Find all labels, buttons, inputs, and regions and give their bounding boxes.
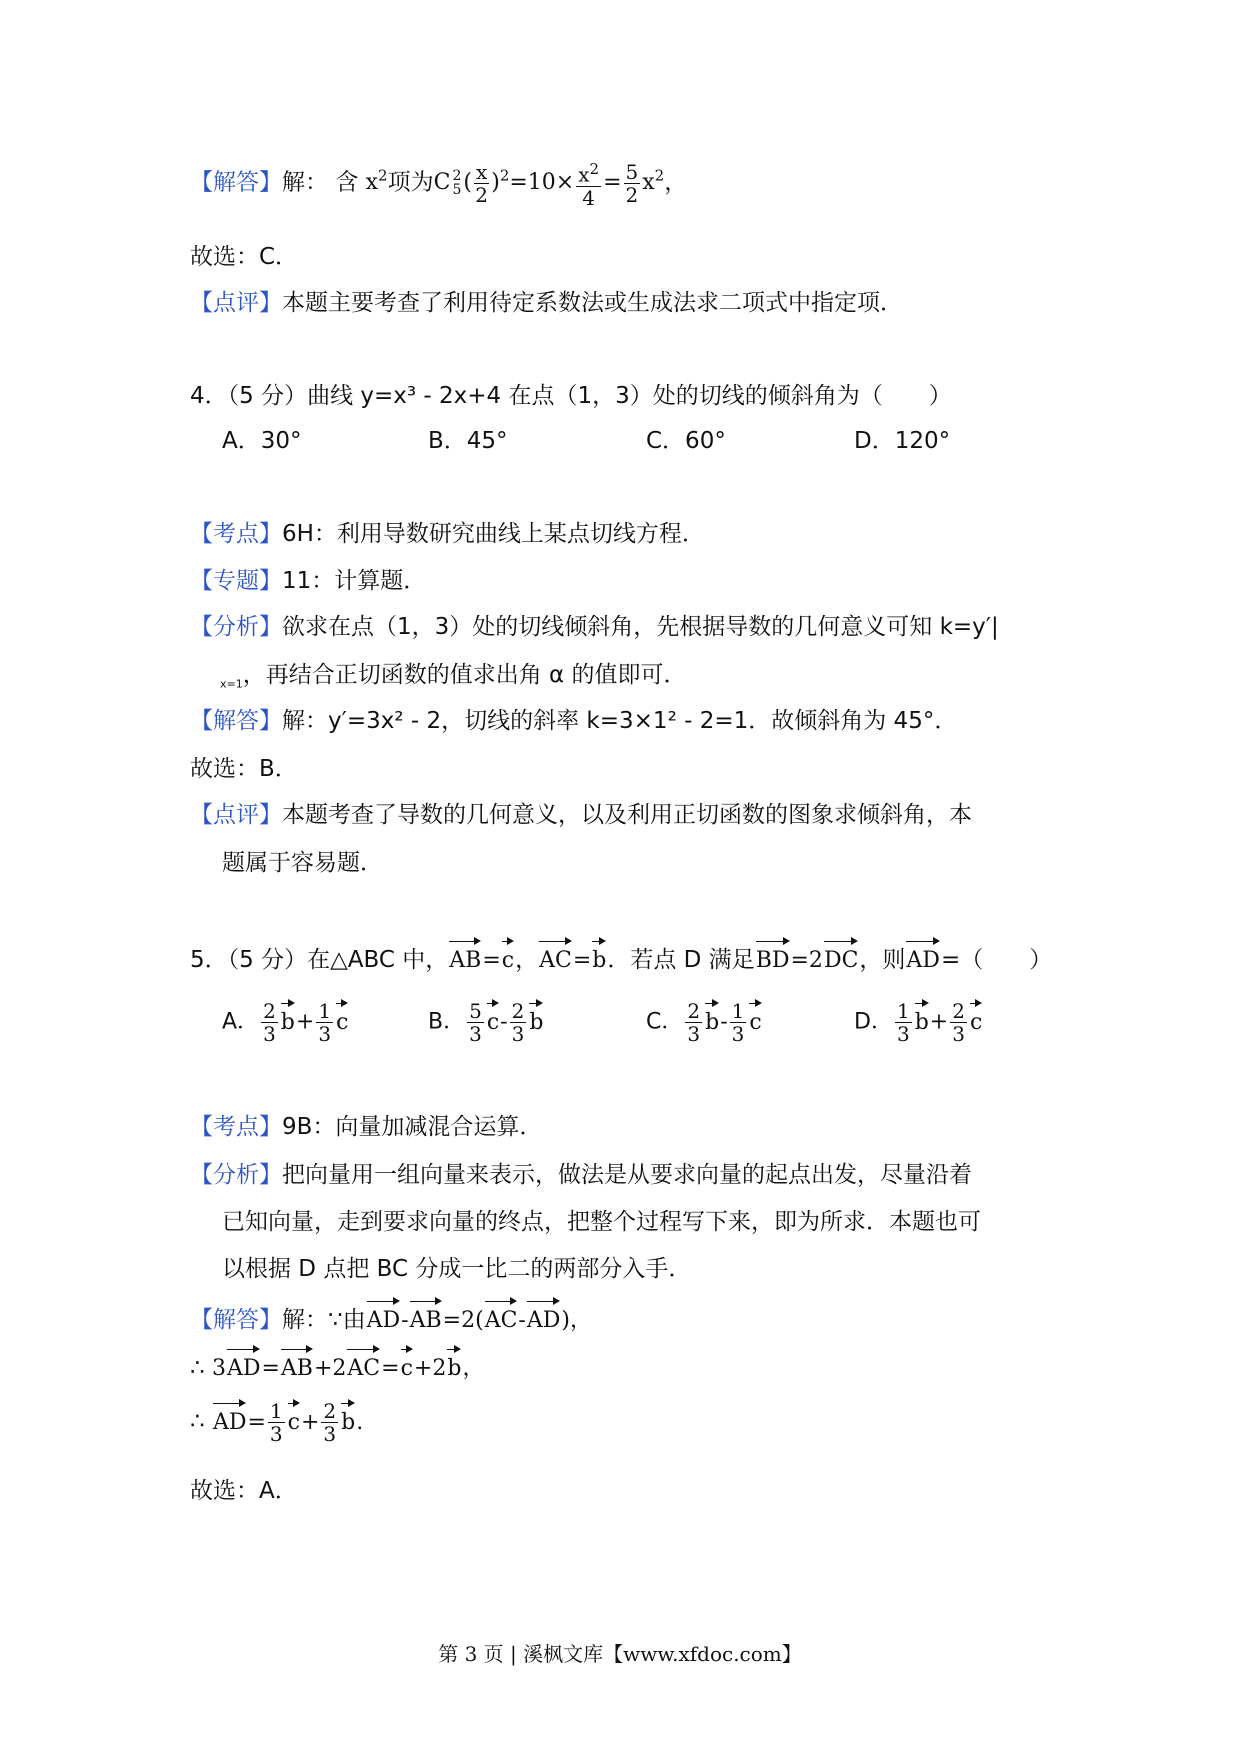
var-x: x xyxy=(642,170,655,196)
q4-fenxi-cont xyxy=(220,660,687,700)
fenxi-text-2: ，再结合正切函数的值求出角 α 的值即可． xyxy=(242,662,687,688)
q3-review xyxy=(190,288,903,318)
q5-step2-eq xyxy=(212,1356,485,1381)
q4-fenxi xyxy=(190,612,999,642)
op: + xyxy=(300,1409,320,1435)
frac-5-2 xyxy=(624,161,641,206)
vector-ac: AC xyxy=(347,1348,380,1384)
close: )， xyxy=(561,1308,592,1333)
frac xyxy=(316,1000,333,1045)
q5-step-3 xyxy=(190,1400,363,1445)
exp: 2 xyxy=(589,160,600,178)
q5-step-2 xyxy=(190,1348,484,1384)
num: 1 xyxy=(269,1399,283,1423)
eq: = xyxy=(247,1409,266,1435)
vector-b: b xyxy=(592,940,606,976)
eq2: =2 xyxy=(790,948,823,973)
stem-text: 5．（5 分）在△ABC 中， xyxy=(190,947,449,973)
q5-stem xyxy=(190,940,1052,976)
q5-fenxi xyxy=(190,1160,972,1190)
tag-dianping: 【点评】 xyxy=(190,290,282,316)
page-footer: 第 3 页 | 溪枫文库【www.xfdoc.com】 xyxy=(438,1642,802,1666)
den: 3 xyxy=(323,1422,337,1446)
c-top: 2 xyxy=(452,168,462,185)
den: 3 xyxy=(687,1022,701,1046)
solution-prefix: 解：∵由 xyxy=(282,1307,366,1333)
frac xyxy=(510,1000,527,1045)
sep: ， xyxy=(515,947,539,973)
den: 3 xyxy=(952,1022,965,1046)
eq: = xyxy=(261,1356,280,1381)
q5-vectors-3 xyxy=(755,948,860,973)
q4-review-cont: 题属于容易题． xyxy=(222,850,383,876)
solution-prefix: 解： xyxy=(282,169,328,196)
period: . xyxy=(356,1409,364,1435)
option-label: D． xyxy=(854,1009,893,1035)
frac xyxy=(950,1000,967,1045)
den: 3 xyxy=(269,1422,283,1446)
q4-option-b: B．45° xyxy=(428,428,508,454)
comma: ， xyxy=(664,169,688,196)
frac xyxy=(268,1400,285,1445)
q4-review xyxy=(190,800,972,830)
q5-option-a xyxy=(222,1000,349,1045)
tag-kaodian: 【考点】 xyxy=(190,1114,282,1140)
den: 3 xyxy=(896,1022,910,1046)
q4-option-a: A．30° xyxy=(222,428,302,454)
stem-text-d: =（ ） xyxy=(940,947,1053,973)
combination-indices xyxy=(452,169,461,197)
q3-formula xyxy=(365,167,388,196)
q5-option-b xyxy=(428,1000,544,1045)
vector-c: c xyxy=(970,1002,982,1038)
solution-text-b: 项为 xyxy=(387,169,434,196)
option-label: C． xyxy=(646,1009,684,1035)
vector-ad: AD xyxy=(213,1402,247,1438)
q5-option-d xyxy=(854,1000,983,1045)
q5-answer: 故选：A． xyxy=(190,1478,298,1504)
q5-step3-eq xyxy=(212,1399,364,1446)
vector-c: c xyxy=(749,1002,761,1038)
frac xyxy=(261,1000,278,1045)
coef: 3 xyxy=(211,1356,226,1381)
eq: = xyxy=(482,948,501,973)
exp: 2 xyxy=(499,167,510,185)
kaodian-text: 9B：向量加减混合运算． xyxy=(282,1114,543,1140)
op: + xyxy=(929,1009,949,1035)
num: 2 xyxy=(687,999,701,1023)
vector-ad: AD xyxy=(527,1300,561,1336)
comma: ， xyxy=(462,1356,485,1381)
eq: = xyxy=(381,1356,400,1381)
q5-vectors xyxy=(448,948,515,973)
q3-answer: 故选：C． xyxy=(190,244,299,270)
q3-solution-line xyxy=(190,158,687,209)
vector-ab: AB xyxy=(449,940,481,976)
kaodian-text: 6H：利用导数研究曲线上某点切线方程． xyxy=(282,521,705,547)
num: 2 xyxy=(511,999,525,1023)
solution-text: 含 xyxy=(335,169,359,196)
den: 3 xyxy=(263,1022,276,1046)
den: 2 xyxy=(625,182,639,207)
op: + xyxy=(295,1009,315,1035)
q4-solution xyxy=(190,706,957,736)
vector-b: b xyxy=(447,1348,461,1384)
stem-text-c: ，则 xyxy=(859,947,906,973)
exp: 2 xyxy=(654,167,665,185)
therefore-symbol: ∴ xyxy=(190,1355,205,1381)
tag-jieda: 【解答】 xyxy=(190,169,282,196)
vector-c: c xyxy=(401,1348,413,1384)
op: ‑ xyxy=(500,1009,508,1035)
frac xyxy=(895,1000,912,1045)
vector-bd: BD xyxy=(756,940,790,976)
q4-option-d: D．120° xyxy=(854,428,951,454)
num: x xyxy=(475,159,488,184)
frac xyxy=(321,1400,338,1445)
vector-ad: AD xyxy=(906,940,940,976)
vector-ac: AC xyxy=(485,1300,518,1336)
frac-x2-4 xyxy=(576,158,601,209)
combination: C 2 5 ( $\frac{x}{2}$ )$^2$=10× $\frac{x^2}{4}$ = $\frac{5}{2}$ $x^2$ xyxy=(433,159,665,210)
op: ‑ xyxy=(518,1308,526,1333)
q5-sol-eq xyxy=(366,1308,592,1333)
op: ‑ xyxy=(720,1009,728,1035)
zhuanti-text: 11：计算题． xyxy=(282,568,427,594)
den: 2 xyxy=(475,182,488,207)
vector-b: b xyxy=(915,1002,929,1038)
op: +2 xyxy=(413,1356,447,1381)
vector-ab: AB xyxy=(410,1300,442,1336)
op: ‑ xyxy=(401,1308,409,1333)
q4-answer: 故选：B． xyxy=(190,756,298,782)
review-text: 本题考查了导数的几何意义，以及利用正切函数的图象求倾斜角，本 xyxy=(282,802,972,828)
den: 3 xyxy=(511,1022,525,1046)
num: 5 xyxy=(625,159,639,184)
q4-option-c: C．60° xyxy=(646,428,726,454)
tag-jieda: 【解答】 xyxy=(190,708,282,734)
subscript-x1: x=1 xyxy=(220,677,243,691)
num: 2 xyxy=(263,999,276,1023)
tag-dianping: 【点评】 xyxy=(190,802,282,828)
vector-ad: AD xyxy=(227,1348,261,1384)
den: 3 xyxy=(731,1022,745,1046)
q4-kaodian xyxy=(190,519,705,549)
num: 1 xyxy=(896,999,910,1023)
stem-text-b: ．若点 D 满足 xyxy=(607,947,755,973)
frac xyxy=(730,1000,747,1045)
q5-vectors-2 xyxy=(538,948,607,973)
c-bottom: 5 xyxy=(452,182,462,199)
op: +2 xyxy=(313,1356,347,1381)
therefore-symbol: ∴ xyxy=(190,1408,205,1435)
tag-jieda: 【解答】 xyxy=(190,1307,282,1333)
num: 1 xyxy=(731,999,745,1023)
den: 4 xyxy=(582,185,596,210)
q5-option-c xyxy=(646,1000,763,1045)
vector-dc: DC xyxy=(824,940,858,976)
den: 3 xyxy=(318,1022,332,1046)
tag-zhuanti: 【专题】 xyxy=(190,568,282,594)
tag-kaodian: 【考点】 xyxy=(190,521,282,547)
option-label: B． xyxy=(428,1009,466,1035)
q4-stem: 4．（5 分）曲线 y=x³ ‑ 2x+4 在点（1，3）处的切线的倾斜角为（ ） xyxy=(190,383,952,409)
num-x: x xyxy=(578,162,590,187)
vector-c: c xyxy=(502,940,514,976)
tag-fenxi: 【分析】 xyxy=(190,1162,282,1188)
vector-c: c xyxy=(288,1402,300,1438)
vector-ad: AD xyxy=(367,1300,401,1336)
eq: =2( xyxy=(442,1308,484,1333)
q5-kaodian xyxy=(190,1112,542,1142)
q4-zhuanti xyxy=(190,566,426,596)
q5-fenxi-2: 已知向量，走到要求向量的终点，把整个过程写下来，即为所求．本题也可 xyxy=(222,1209,981,1235)
fenxi-text: 把向量用一组向量来表示，做法是从要求向量的起点出发，尽量沿着 xyxy=(282,1162,972,1188)
vector-ab: AB xyxy=(281,1348,313,1384)
eq-10: =10× xyxy=(509,170,575,196)
num: 2 xyxy=(952,999,965,1023)
vector-b: b xyxy=(529,1002,543,1038)
frac-x-2 xyxy=(474,161,489,206)
vector-c: c xyxy=(336,1002,348,1038)
frac xyxy=(467,1000,484,1045)
num: 5 xyxy=(469,999,482,1023)
q5-fenxi-3: 以根据 D 点把 BC 分成一比二的两部分入手． xyxy=(222,1256,692,1282)
c-symbol: C xyxy=(433,170,451,196)
var-x: x xyxy=(365,170,379,196)
fenxi-text: 欲求在点（1，3）处的切线倾斜角，先根据导数的几何意义可知 k=y′| xyxy=(282,614,999,640)
tag-fenxi: 【分析】 xyxy=(190,614,282,640)
solution-text: 解：y′=3x² ‑ 2，切线的斜率 k=3×1² ‑ 2=1．故倾斜角为 45°． xyxy=(282,708,958,734)
option-label: A． xyxy=(222,1009,260,1035)
num: 2 xyxy=(323,1399,337,1423)
vector-ac: AC xyxy=(539,940,572,976)
vector-c: c xyxy=(487,1002,499,1038)
q5-solution xyxy=(190,1300,592,1336)
vector-b: b xyxy=(281,1002,295,1038)
exp: 2 xyxy=(378,167,388,185)
den: 3 xyxy=(469,1022,482,1046)
vector-b: b xyxy=(705,1002,719,1038)
eq: = xyxy=(572,948,592,973)
review-text: 本题主要考查了利用待定系数法或生成法求二项式中指定项． xyxy=(282,290,903,316)
num xyxy=(576,158,601,187)
frac xyxy=(685,1000,702,1045)
vector-b: b xyxy=(341,1402,355,1438)
num: 1 xyxy=(318,999,332,1023)
